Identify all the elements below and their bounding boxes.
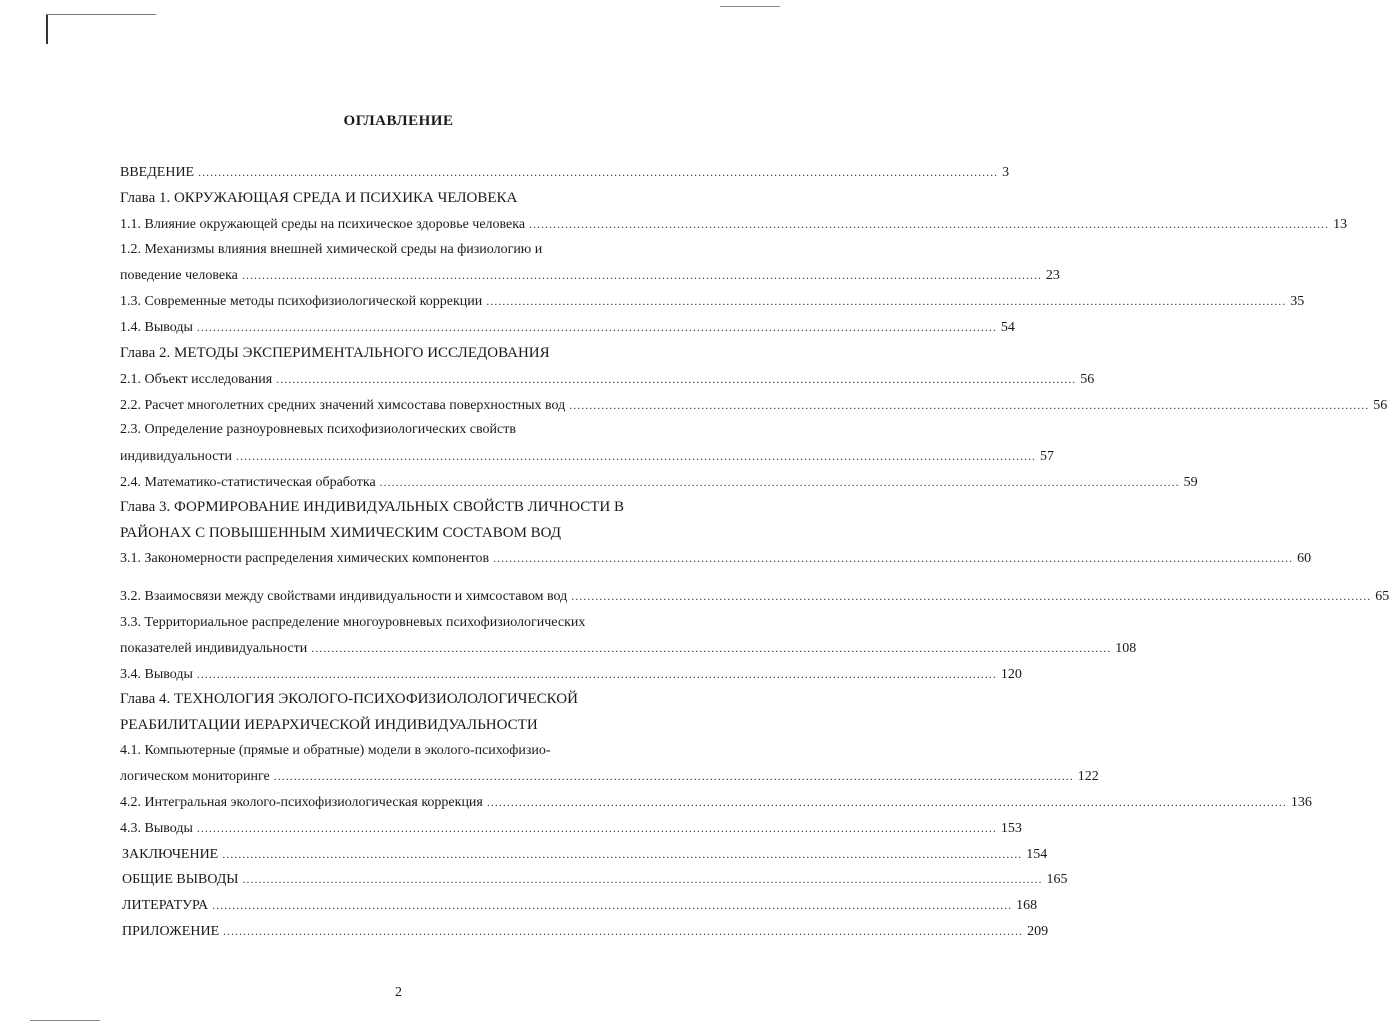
toc-entry-page: 153 [1000, 821, 1022, 836]
toc-entry-text: 1.2. Механизмы влияния внешней химической среды на физиологию и [120, 242, 543, 257]
toc-leader-dots: ........................................................................................................................................................................................................ [569, 398, 1370, 412]
toc-entry-text: 4.2. Интегральная эколого-психофизиологическая коррекция [120, 795, 483, 810]
toc-entry-text: ЛИТЕРАТУРА [122, 898, 209, 913]
toc-entry-text: 3.2. Взаимосвязи между свойствами индивидуальности и химсоставом вод [120, 589, 568, 604]
toc-entry [120, 741, 708, 761]
toc-entry-text: логическом мониторинге [120, 769, 270, 784]
toc-entry-page: 136 [1290, 795, 1312, 810]
scan-artifact [30, 1020, 100, 1021]
toc-leader-dots: ........................................................................................................................................................................................................ [242, 872, 1043, 886]
toc-entry [120, 446, 1055, 466]
toc-entry [120, 343, 708, 363]
toc-leader-dots: ........................................................................................................................................................................................................ [486, 795, 1287, 809]
toc-title: ОГЛАВЛЕНИЕ [343, 113, 454, 129]
toc-entry-text: ЗАКЛЮЧЕНИЕ [122, 847, 219, 862]
toc-leader-dots: ........................................................................................................................................................................................................ [212, 898, 1013, 912]
toc-entry [120, 291, 1305, 311]
toc-entry-page: 122 [1077, 769, 1099, 784]
toc-entry-text: 4.1. Компьютерные (прямые и обратные) модели в эколого-психофизио- [120, 743, 551, 758]
toc-entry [120, 395, 1388, 415]
page-number: 2 [395, 985, 402, 1000]
toc-entry-text: 1.3. Современные методы психофизиологической коррекции [120, 294, 483, 309]
toc-entry-text: 3.3. Территориальное распределение многоуровневых психофизиологических [120, 615, 586, 630]
toc-entry [120, 792, 1312, 812]
toc-leader-dots: ........................................................................................................................................................................................................ [196, 667, 997, 681]
toc-entry-page: 59 [1183, 475, 1198, 490]
toc-entry-page: 23 [1045, 268, 1060, 283]
toc-entry-text: Глава 3. ФОРМИРОВАНИЕ ИНДИВИДУАЛЬНЫХ СВОЙСТВ ЛИЧНОСТИ В [120, 499, 624, 515]
toc-entry [120, 548, 1312, 568]
toc-entry-text: ПРИЛОЖЕНИЕ [122, 924, 220, 939]
toc-entry-text: 1.1. Влияние окружающей среды на психическое здоровье человека [120, 217, 526, 232]
toc-entry-page: 165 [1046, 872, 1068, 887]
toc-entry-text: Глава 4. ТЕХНОЛОГИЯ ЭКОЛОГО-ПСИХОФИЗИОЛОЛОГИЧЕСКОЙ [120, 691, 578, 707]
toc-entry-page: 56 [1373, 398, 1388, 413]
toc-entry-page: 154 [1026, 847, 1048, 862]
toc-entry [122, 869, 1068, 889]
toc-entry [120, 818, 1022, 838]
toc-entry-text: 2.4. Математико-статистическая обработка [120, 475, 376, 490]
toc-entry [120, 523, 708, 543]
toc-entry [120, 472, 1198, 492]
toc-leader-dots: ........................................................................................................................................................................................................ [493, 551, 1294, 565]
toc-entry [120, 240, 708, 260]
toc-entry [122, 844, 1048, 864]
toc-entry [120, 420, 708, 440]
toc-leader-dots: ........................................................................................................................................................................................................ [311, 641, 1112, 655]
toc-entry [120, 317, 1015, 337]
toc-entry [120, 689, 708, 709]
toc-entry [122, 895, 1038, 915]
toc-entry-text: Глава 2. МЕТОДЫ ЭКСПЕРИМЕНТАЛЬНОГО ИССЛЕДОВАНИЯ [120, 345, 550, 361]
toc-entry [122, 921, 1049, 941]
toc-entry-text: 3.4. Выводы [120, 667, 193, 682]
toc-entry [120, 188, 708, 208]
toc-entry [120, 162, 1010, 182]
scan-artifact [46, 14, 48, 44]
toc-leader-dots: ........................................................................................................................................................................................................ [529, 217, 1330, 231]
toc-entry-text: 3.1. Закономерности распределения химических компонентов [120, 551, 490, 566]
toc-leader-dots: ........................................................................................................................................................................................................ [241, 268, 1042, 282]
toc-entry-text: индивидуальности [120, 449, 233, 464]
toc-entry-page: 65 [1375, 589, 1389, 604]
toc-leader-dots: ........................................................................................................................................................................................................ [379, 475, 1180, 489]
toc-leader-dots: ........................................................................................................................................................................................................ [198, 165, 999, 179]
toc-entry-page: 60 [1297, 551, 1312, 566]
toc-entry-text: ОБЩИЕ ВЫВОДЫ [122, 872, 239, 887]
toc-entry [120, 766, 1099, 786]
toc-entry [120, 214, 1348, 234]
scan-artifact [46, 14, 156, 15]
toc-entry [120, 497, 708, 517]
toc-leader-dots: ........................................................................................................................................................................................................ [222, 847, 1023, 861]
toc-entry-page: 56 [1080, 372, 1095, 387]
toc-entry-text: Глава 1. ОКРУЖАЮЩАЯ СРЕДА И ПСИХИКА ЧЕЛОВЕКА [120, 190, 518, 206]
toc-entry-text: РАЙОНАХ С ПОВЫШЕННЫМ ХИМИЧЕСКИМ СОСТАВОМ ВОД [120, 525, 561, 541]
toc-entry-page: 13 [1333, 217, 1348, 232]
toc-entry-text: 2.3. Определение разноуровневых психофизиологических свойств [120, 422, 516, 437]
toc-entry [120, 715, 708, 735]
toc-entry-text: поведение человека [120, 268, 238, 283]
toc-leader-dots: ........................................................................................................................................................................................................ [273, 769, 1074, 783]
toc-entry-text: РЕАБИЛИТАЦИИ ИЕРАРХИЧЕСКОЙ ИНДИВИДУАЛЬНОСТИ [120, 717, 538, 733]
toc-entry-page: 168 [1016, 898, 1038, 913]
toc-leader-dots: ........................................................................................................................................................................................................ [571, 589, 1372, 603]
toc-leader-dots: ........................................................................................................................................................................................................ [236, 449, 1037, 463]
toc-entry-page: 108 [1115, 641, 1137, 656]
toc-entry-text: показателей индивидуальности [120, 641, 308, 656]
toc-entry-text: ВВЕДЕНИЕ [120, 165, 195, 180]
toc-entry-page: 209 [1027, 924, 1049, 939]
toc-entry-text: 4.3. Выводы [120, 821, 193, 836]
toc-entry [120, 369, 1095, 389]
toc-leader-dots: ........................................................................................................................................................................................................ [223, 924, 1024, 938]
scan-artifact [720, 6, 780, 7]
toc-entry-text: 1.4. Выводы [120, 320, 193, 335]
toc-entry [120, 265, 1060, 285]
toc-entry-page: 57 [1040, 449, 1055, 464]
toc-entry-page: 120 [1000, 667, 1022, 682]
toc-leader-dots: ........................................................................................................................................................................................................ [196, 320, 997, 334]
toc-leader-dots: ........................................................................................................................................................................................................ [196, 821, 997, 835]
toc-entry [120, 664, 1022, 684]
toc-leader-dots: ........................................................................................................................................................................................................ [276, 372, 1077, 386]
toc-entry [120, 638, 1137, 658]
toc-entry-page: 54 [1000, 320, 1015, 335]
toc-entry-text: 2.2. Расчет многолетних средних значений химсостава поверхностных вод [120, 398, 566, 413]
toc-entry [120, 613, 708, 633]
toc-entry-page: 3 [1002, 165, 1010, 180]
toc-leader-dots: ........................................................................................................................................................................................................ [486, 294, 1287, 308]
toc-entry-text: 2.1. Объект исследования [120, 372, 273, 387]
toc-entry-page: 35 [1290, 294, 1305, 309]
toc-entry [120, 586, 1389, 606]
